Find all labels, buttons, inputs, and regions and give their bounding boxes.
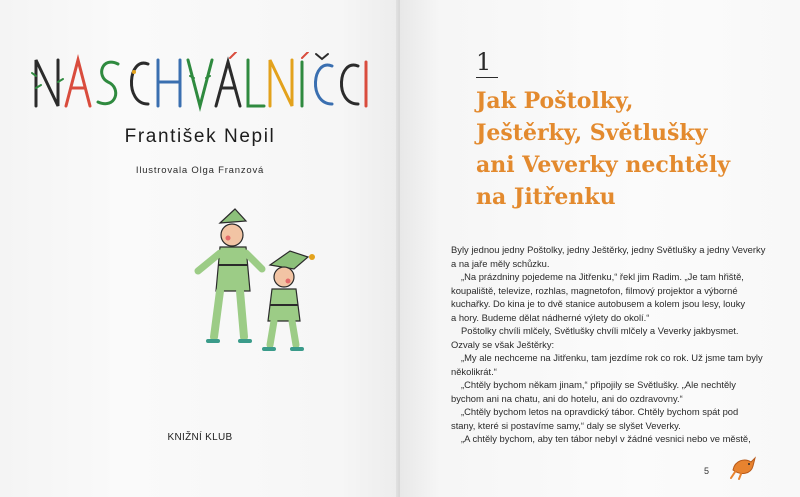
body-line: koupaliště, televize, rozhlas, magnetofon, filmový projektor a výborné [451, 284, 738, 296]
body-line: a na jaře měly schůzku. [451, 257, 550, 269]
body-line: bychom ani na chatu, ani do hotelu, ani do ozdravovny.“ [451, 392, 683, 404]
body-line: několikrát.“ [451, 365, 497, 377]
small-elf-figure [264, 251, 315, 349]
chapter-body-text [451, 243, 771, 446]
chapter-number-rule [476, 77, 498, 78]
body-line: Byly jednou jedny Poštolky, jedny Ještěrky, jedny Světlušky a jedny Veverky [451, 244, 766, 255]
chapter-title-line: na Jitřenku [476, 184, 616, 210]
chapter-title-line: Jak Poštolky, [476, 88, 634, 114]
body-line: „My ale nechceme na Jitřenku, tam jezdíme rok co rok. Už jsme tam byly [461, 352, 763, 363]
tall-elf-figure [198, 209, 262, 341]
author-name: František Nepil [124, 126, 276, 147]
body-line: Ozvaly se však Ještěrky: [451, 338, 555, 350]
body-line: a hory. Budeme dělat nádherné výlety do okolí.“ [451, 311, 650, 323]
page-number: 5 [704, 466, 710, 476]
illustrator-credit: Ilustrovala Olga Franzová [135, 165, 265, 176]
chapter-number: 1 [476, 48, 492, 76]
body-line: „A chtěly bychom, aby ten tábor nebyl v žádné vesnici nebo ve městě, [461, 433, 751, 444]
body-line: Poštolky chvíli mlčely, Světlušky chvíli mlčely a Veverky jakbysmet. [461, 325, 739, 336]
body-line: „Chtěly bychom někam jinam,“ připojily se Světlušky. „Ale nechtěly [461, 379, 736, 390]
chapter-title [476, 85, 786, 213]
right-page [400, 0, 800, 497]
body-line: stany, které si postavíme samy,“ daly se slyšet Veverky. [451, 419, 681, 431]
body-line: „Na prázdniny pojedeme na Jitřenku,“ řekl jim Radim. „Je tam hřiště, [461, 271, 744, 282]
fox-icon [729, 452, 757, 480]
book-title-logo [30, 52, 370, 112]
body-line: kuchařky. Do kina je to dvě stanice autobusem a kolem jsou lesy, louky [451, 298, 746, 309]
chapter-title-line: ani Veverky nechtěly [476, 152, 731, 178]
chapter-title-line: Ještěrky, Světlušky [476, 120, 708, 146]
publisher-name: KNIŽNÍ KLUB [167, 432, 233, 443]
elves-illustration [190, 205, 330, 355]
body-line: „Chtěly bychom letos na opravdický tábor. Chtěly bychom spát pod [461, 406, 739, 417]
